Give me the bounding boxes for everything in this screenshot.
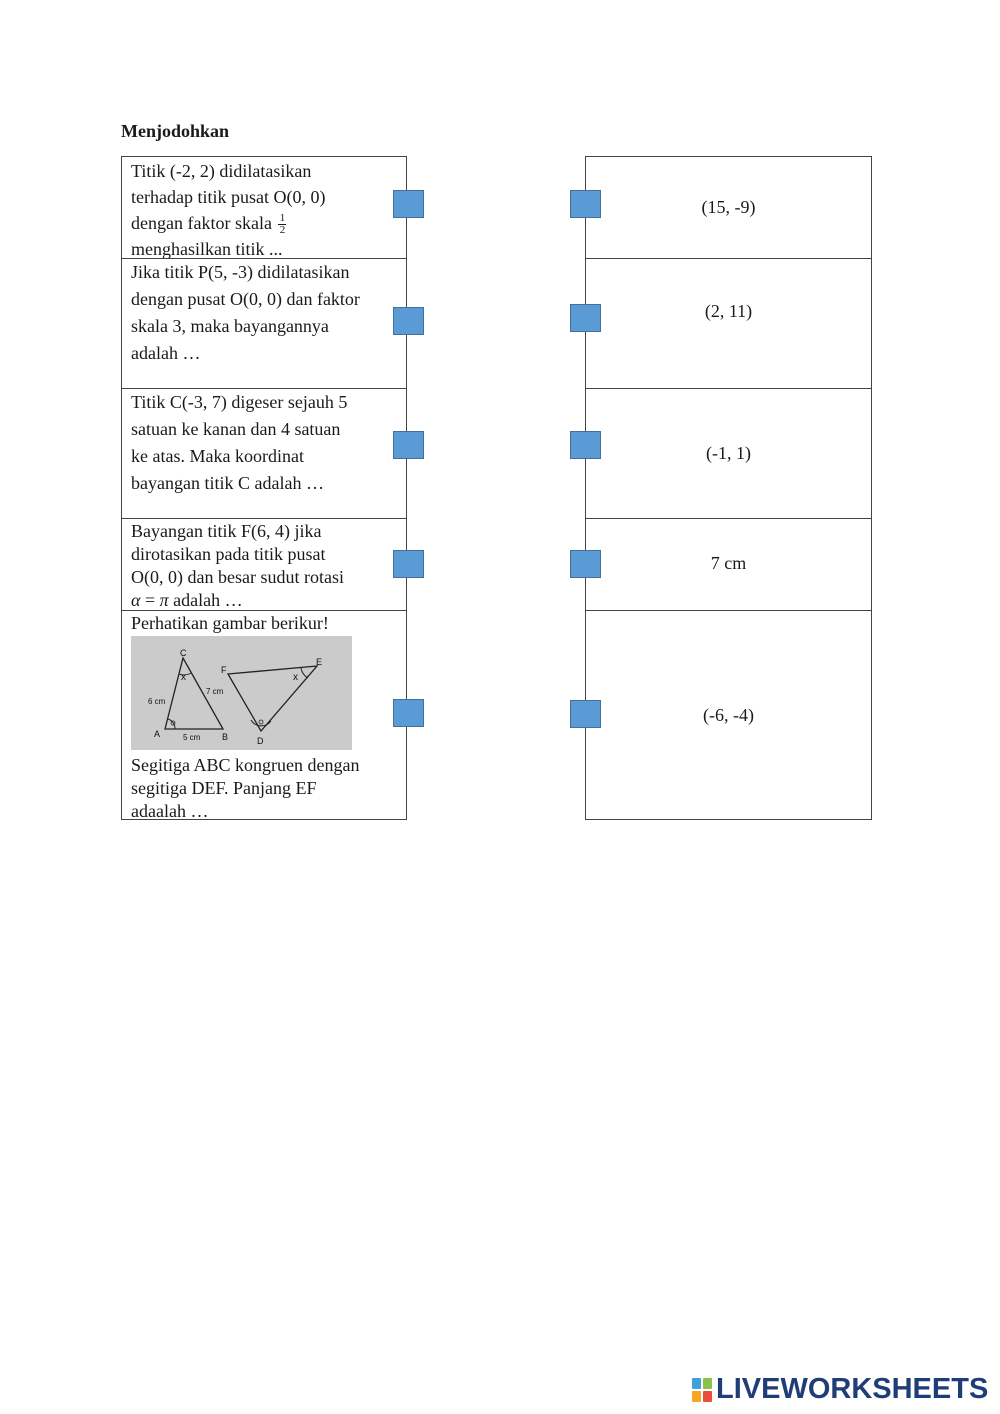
- question-2-line: dengan pusat O(0, 0) dan faktor: [131, 289, 360, 309]
- figure-label-side-ac: 6 cm: [148, 697, 166, 706]
- question-4-line: [131, 589, 398, 612]
- question-2-line: adalah …: [131, 343, 201, 363]
- question-4-line: dirotasikan pada titik pusat: [131, 544, 326, 564]
- answer-4: [585, 518, 872, 610]
- figure-label-f: F: [221, 665, 227, 675]
- question-3-line: ke atas. Maka koordinat: [131, 446, 304, 466]
- question-4-line: Bayangan titik F(6, 4) jika: [131, 521, 322, 541]
- figure-label-d: D: [257, 736, 264, 746]
- question-4-line: O(0, 0) dan besar sudut rotasi: [131, 567, 344, 587]
- question-4: [121, 518, 407, 610]
- answer-2: [585, 258, 872, 388]
- figure-label-side-cb: 7 cm: [206, 687, 224, 696]
- question-1: [121, 156, 407, 258]
- question-1-line: terhadap titik pusat O(0, 0): [131, 187, 326, 207]
- question-5: [121, 610, 407, 820]
- figure-label-side-ab: 5 cm: [183, 733, 201, 742]
- answer-1: [585, 156, 872, 258]
- question-2: [121, 258, 407, 388]
- answer-4-text: 7 cm: [710, 553, 747, 573]
- question-3: [121, 388, 407, 518]
- fraction-numerator: 1: [279, 212, 286, 225]
- logo-icon: [692, 1378, 712, 1402]
- pi-symbol: π: [159, 590, 169, 610]
- question-1-line: [131, 210, 398, 236]
- question-2-line: skala 3, maka bayangannya: [131, 316, 329, 336]
- match-handle-right-4[interactable]: [570, 550, 601, 578]
- page-title: Menjodohkan: [121, 121, 230, 141]
- question-5-line: segitiga DEF. Panjang EF: [131, 778, 317, 798]
- match-handle-right-3[interactable]: [570, 431, 601, 459]
- liveworksheets-logo: [692, 1373, 988, 1406]
- answer-2-text: (2, 11): [704, 301, 753, 321]
- match-handle-right-2[interactable]: [570, 304, 601, 332]
- figure-label-x2: x: [293, 672, 298, 683]
- match-handle-right-1[interactable]: [570, 190, 601, 218]
- question-1-text: dengan faktor skala: [131, 213, 272, 233]
- question-3-line: Titik C(-3, 7) digeser sejauh 5: [131, 392, 348, 412]
- answer-3: [585, 388, 872, 518]
- match-handle-left-3[interactable]: [393, 431, 424, 459]
- logo-tile: [703, 1391, 712, 1402]
- logo-tile: [703, 1378, 712, 1389]
- match-handle-right-5[interactable]: [570, 700, 601, 728]
- question-3-line: satuan ke kanan dan 4 satuan: [131, 419, 341, 439]
- fraction-one-half: [278, 213, 286, 236]
- question-2-line: Jika titik P(5, -3) didilatasikan: [131, 262, 350, 282]
- answer-1-text: (15, -9): [701, 197, 756, 217]
- logo-tile: [692, 1378, 701, 1389]
- answer-5: [585, 610, 872, 820]
- figure-label-c: C: [180, 648, 187, 658]
- answer-3-text: (-1, 1): [706, 443, 751, 463]
- question-5-line: Segitiga ABC kongruen dengan: [131, 755, 360, 775]
- match-handle-left-5[interactable]: [393, 699, 424, 727]
- logo-tile: [692, 1391, 701, 1402]
- equals-sign: =: [140, 590, 160, 610]
- question-4-tail: adalah …: [168, 590, 243, 610]
- figure-label-e: E: [316, 657, 323, 667]
- fraction-denominator: 2: [279, 224, 286, 237]
- question-1-line: menghasilkan titik ...: [131, 239, 283, 260]
- question-1-line: Titik (-2, 2) didilatasikan: [131, 161, 312, 181]
- match-handle-left-1[interactable]: [393, 190, 424, 218]
- match-handle-left-2[interactable]: [393, 307, 424, 335]
- match-handle-left-4[interactable]: [393, 550, 424, 578]
- congruent-triangles-figure: [131, 636, 352, 750]
- logo-text: LIVEWORKSHEETS: [716, 1373, 989, 1405]
- answer-5-text: (-6, -4): [703, 704, 754, 725]
- question-3-line: bayangan titik C adalah …: [131, 473, 324, 493]
- question-5-line: adaalah …: [131, 801, 209, 821]
- figure-label-a: A: [154, 729, 161, 739]
- figure-label-b: B: [222, 732, 229, 742]
- figure-label-x1: x: [181, 672, 186, 683]
- question-5-intro: Perhatikan gambar berikur!: [131, 613, 329, 633]
- alpha-symbol: α: [131, 590, 141, 610]
